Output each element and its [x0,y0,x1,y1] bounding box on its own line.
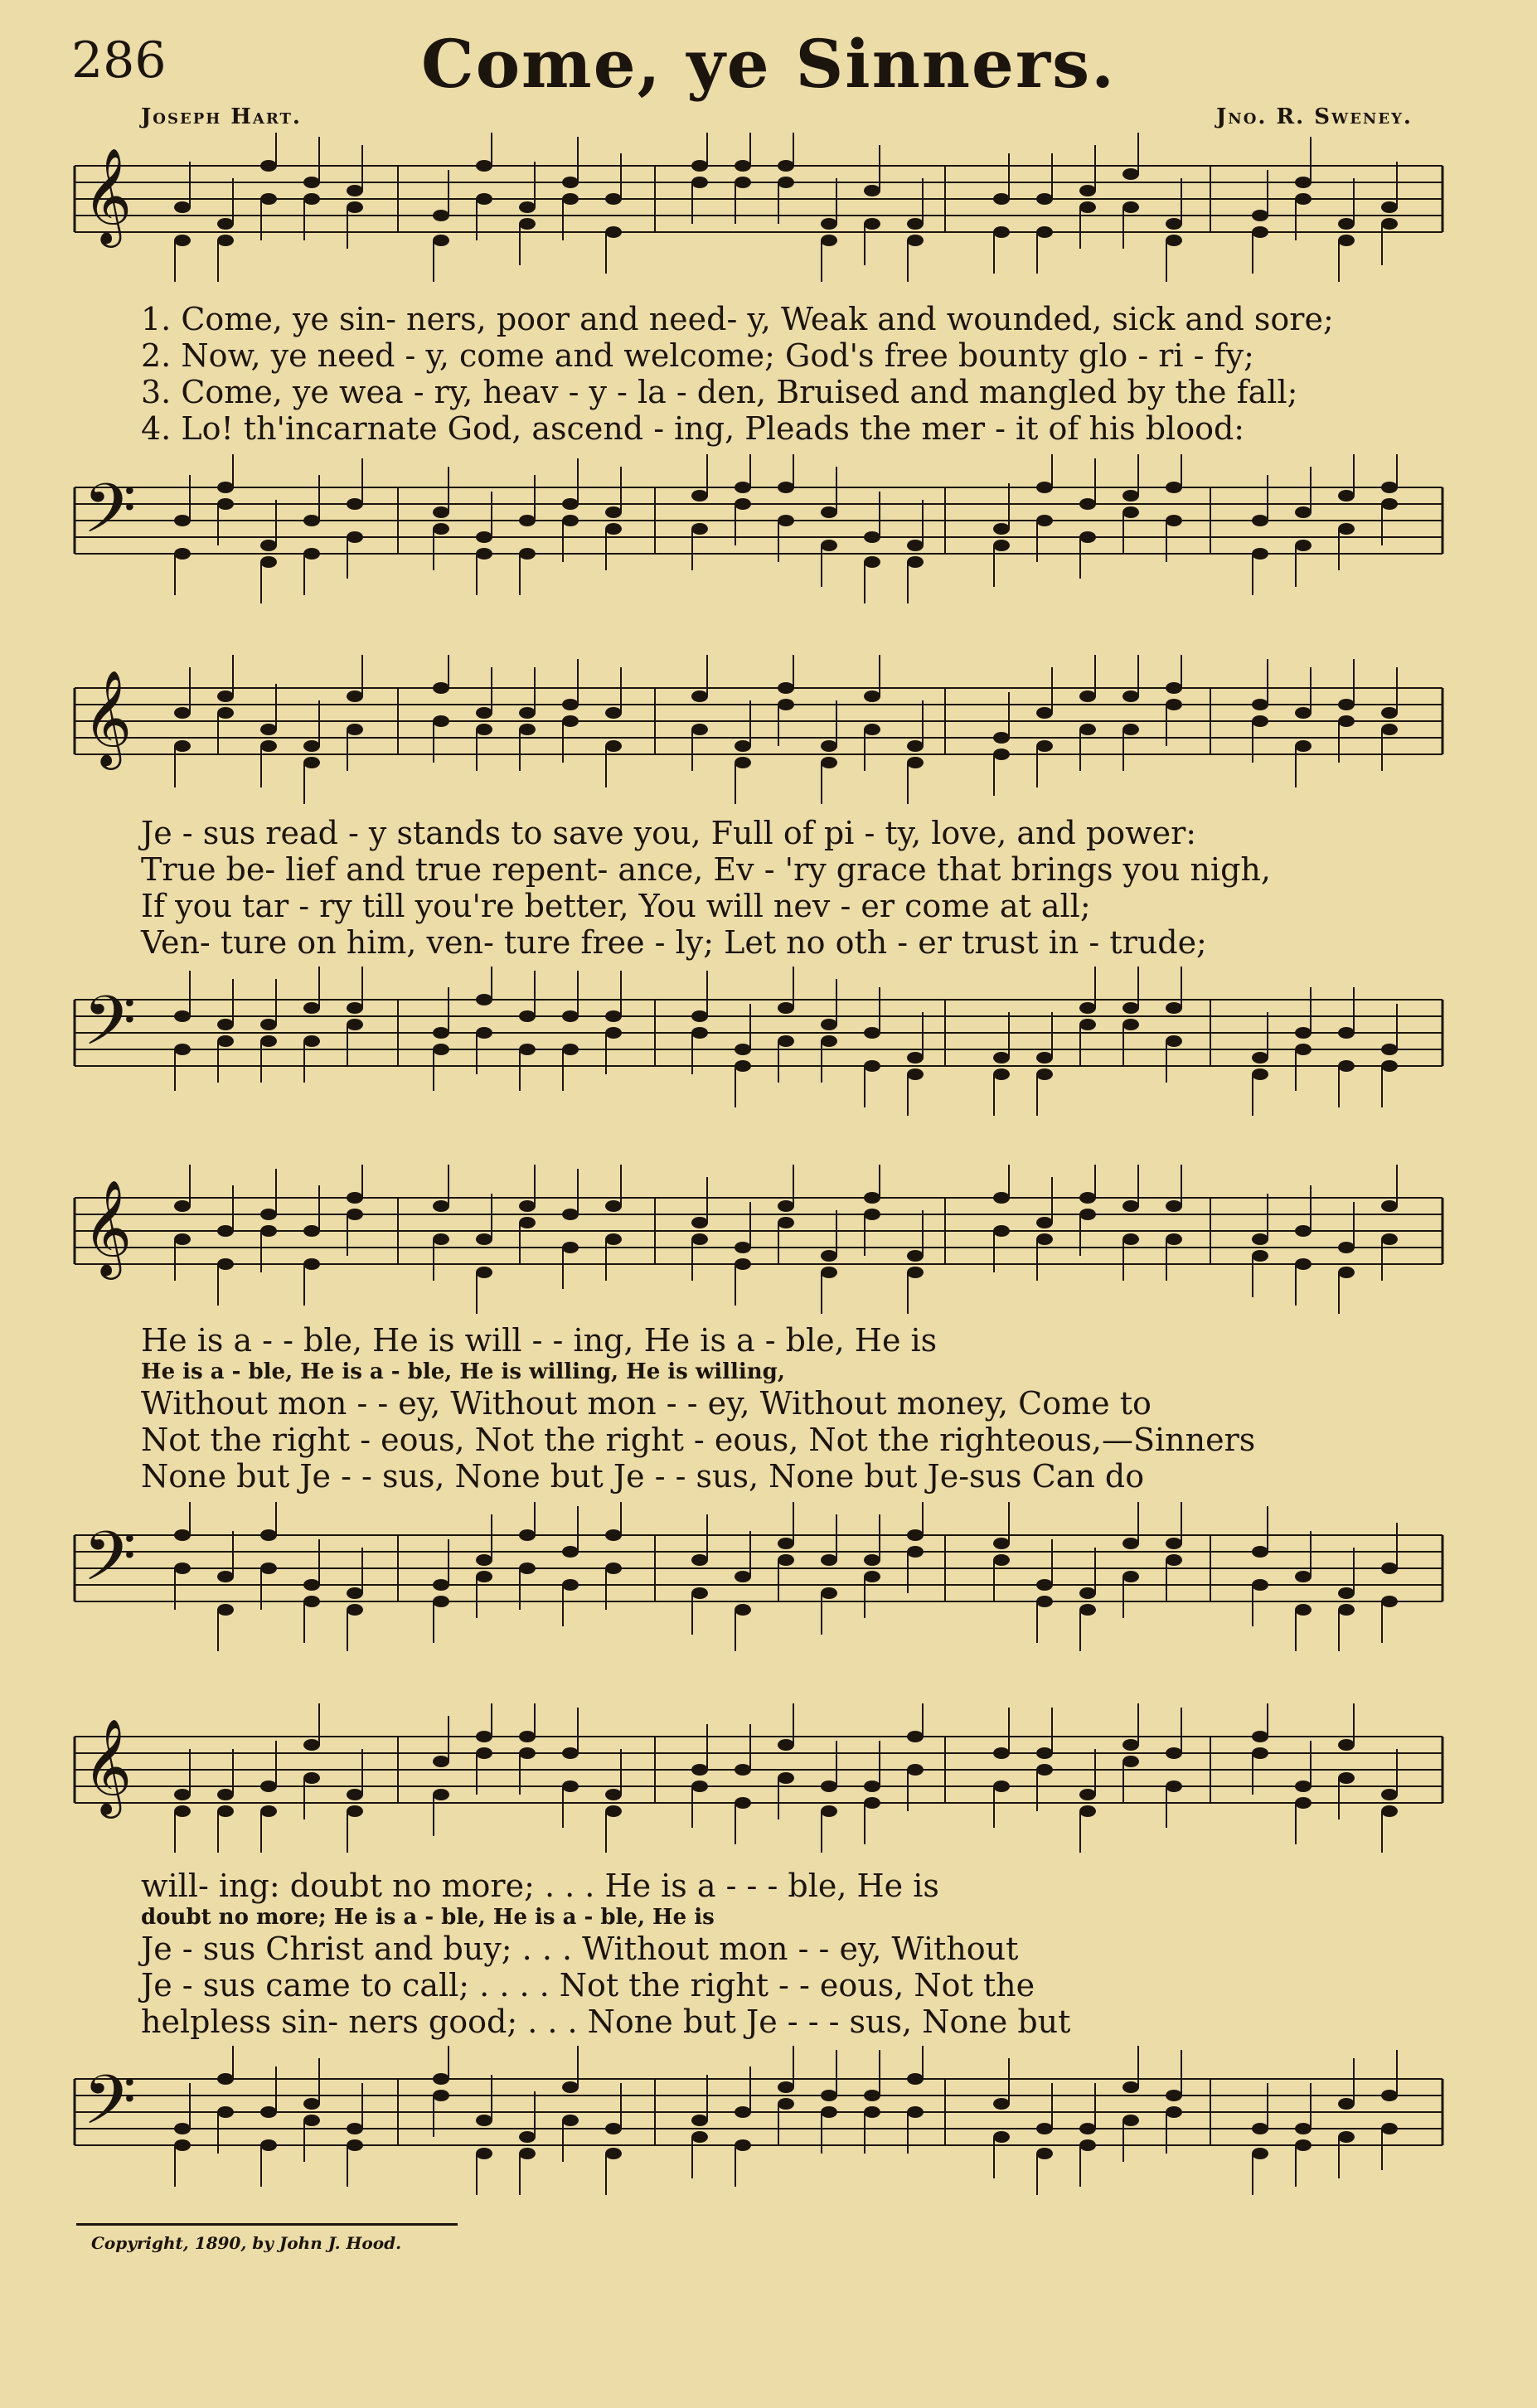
svg-text:𝄞: 𝄞 [83,147,133,244]
lyric-line: 1. Come, ye sin- ners, poor and need- y, Weak and wounded, sick and sore; [141,301,1334,337]
lyric-line: If you tar - ry till you're better, You will nev - er come at all; [141,888,1091,924]
svg-text:𝄞: 𝄞 [83,669,133,766]
lyric-line-alto: doubt no more; He is a - ble, He is a - ble, He is [141,1905,715,1930]
lyric-line: Je - sus came to call; . . . . Not the right - - eous, Not the [141,1967,1035,2003]
svg-text:𝄢: 𝄢 [83,981,137,1078]
system-3-lyrics [141,1322,1451,1497]
system-2-bass-staff [66,967,1459,1132]
system-2-treble-staff [66,655,1459,821]
lyric-line: 4. Lo! th'incarnate God, ascend - ing, Pleads the mer - it of his blood: [141,410,1245,447]
system-1-treble-staff [66,133,1459,298]
page-number: 286 [71,31,167,90]
svg-text:𝄢: 𝄢 [83,1516,137,1613]
lyric-line: helpless sin- ners good; . . . None but Je - - - sus, None but [141,2003,1071,2040]
footer-rule [76,2223,458,2226]
lyric-line: None but Je - - sus, None but Je - - sus, None but Je-sus Can do [141,1458,1145,1495]
system-2-lyrics [141,817,1451,963]
lyric-line: True be- lief and true repent- ance, Ev - 'ry grace that brings you nigh, [141,851,1271,888]
system-3-bass-staff [66,1502,1459,1684]
lyric-line: 3. Come, ye wea - ry, heav - y - la - den, Bruised and mangled by the fall; [141,374,1298,410]
svg-text:𝄞: 𝄞 [83,1179,133,1276]
svg-text:𝄢: 𝄢 [83,2060,137,2157]
system-1-lyrics [141,303,1451,449]
lyric-line: Je - sus read - y stands to save you, Full of pi - ty, love, and power: [141,815,1197,851]
system-4-lyrics [141,1870,1451,2042]
composer-credit: Jno. R. Sweney. [1215,104,1413,129]
lyric-line: Not the right - eous, Not the right - eous, Not the righteous,—Sinners [141,1422,1256,1458]
lyric-line: Je - sus Christ and buy; . . . Without mon - - ey, Without [141,1931,1019,1967]
lyricist-credit: Joseph Hart. [141,104,302,129]
lyric-line: 2. Now, ye need - y, come and welcome; God's free bounty glo - ri - fy; [141,337,1254,374]
lyric-line: Without mon - - ey, Without mon - - ey, Without money, Come to [141,1385,1152,1422]
lyric-line: He is a - - ble, He is will - - ing, He is a - ble, He is [141,1322,938,1359]
system-1-bass-staff [66,454,1459,620]
svg-text:𝄞: 𝄞 [83,1718,133,1814]
copyright-notice: Copyright, 1890, by John J. Hood. [91,2233,402,2253]
system-3-treble-staff [66,1165,1459,1330]
hymn-title: Come, ye Sinners. [421,25,1116,103]
system-4-treble-staff [66,1703,1459,1869]
lyric-line-alto: He is a - ble, He is a - ble, He is willing, He is willing, [141,1359,785,1384]
lyric-line: will- ing: doubt no more; . . . He is a - - - ble, He is [141,1868,939,1904]
system-4-bass-staff [66,2046,1459,2212]
lyric-line: Ven- ture on him, ven- ture free - ly; Let no oth - er trust in - trude; [141,924,1207,961]
svg-text:𝄢: 𝄢 [83,468,137,565]
